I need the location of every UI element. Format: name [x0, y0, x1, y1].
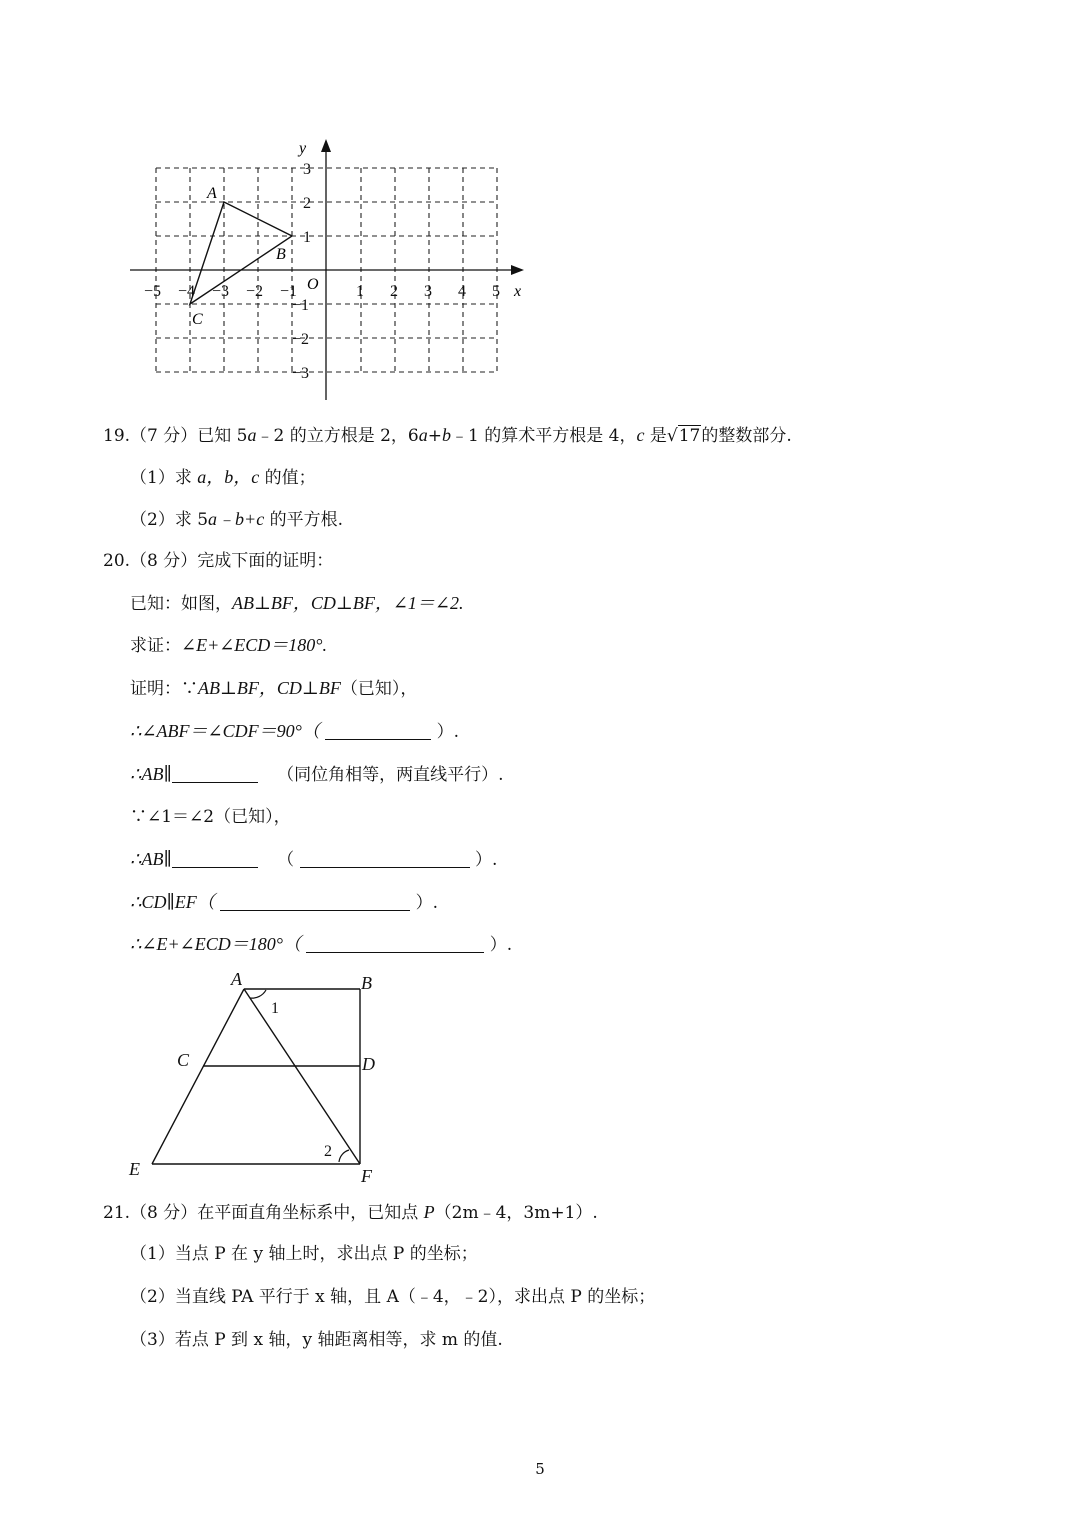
sqrt-value: 17	[678, 426, 701, 446]
q20-step1-text: ∴∠ABF＝∠CDF＝90°（	[130, 721, 320, 741]
q19-part1	[130, 466, 316, 489]
parallel-lines-figure	[120, 965, 390, 1190]
x-tick: 2	[390, 283, 398, 300]
q20-prove-label: 求证：	[130, 636, 181, 656]
q21-part2	[130, 1286, 655, 1308]
y-tick: 2	[303, 195, 311, 212]
q20-step3-text: ∵∠1＝∠2（已知），	[130, 807, 291, 827]
q20-prove	[130, 634, 327, 657]
q21-part3	[130, 1329, 503, 1351]
x-tick: −5	[144, 283, 162, 300]
x-tick: −3	[212, 283, 230, 300]
answer-blank[interactable]	[306, 936, 484, 953]
x-tick-labels	[144, 283, 500, 300]
q21-stem	[103, 1201, 598, 1224]
answer-blank[interactable]	[325, 723, 431, 740]
q20-step5	[130, 891, 438, 914]
y-tick: 3	[303, 161, 311, 178]
fig-label-a: A	[231, 969, 242, 989]
q21-point-p: P	[423, 1202, 435, 1222]
q21-part2-text: （2）当直线 PA 平行于 x 轴，且 A（﹣4，﹣2），求出点 P 的坐标；	[130, 1287, 656, 1307]
q19-stem-mid1: ﹣2 的立方根是 2，6	[256, 426, 419, 446]
q20-step4-mid: （	[277, 850, 295, 870]
y-tick: −1	[292, 297, 310, 314]
q20-step5-end: ）.	[415, 893, 438, 913]
fig-label-e: E	[129, 1159, 140, 1179]
q19-part2-prefix: （2）求 5	[130, 510, 209, 530]
origin-label: O	[307, 276, 319, 293]
q20-step5-text: ∴CD∥EF（	[130, 892, 215, 912]
answer-blank[interactable]	[172, 766, 258, 783]
x-tick: 1	[356, 283, 364, 300]
q20-step6-end: ）.	[489, 935, 513, 955]
q19-var-b: b	[442, 425, 451, 445]
x-tick: −1	[280, 283, 298, 300]
q19-stem-suffix: 的整数部分.	[701, 426, 792, 446]
q20-stem	[103, 550, 333, 572]
q20-proof-expr: AB⊥BF，CD⊥BF	[198, 678, 341, 698]
q19-part1-prefix: （1）求	[130, 468, 198, 488]
fig-angle-2: 2	[324, 1143, 332, 1160]
q21-part1-text: （1）当点 P 在 y 轴上时，求出点 P 的坐标；	[130, 1244, 478, 1264]
q19-part2-expr: a﹣b+c	[208, 509, 265, 529]
q21-part1	[130, 1243, 478, 1265]
q20-proof-start	[130, 677, 417, 700]
q19-part2	[130, 508, 343, 531]
point-a-label: A	[207, 185, 217, 202]
q20-step4	[130, 848, 497, 871]
q20-proof-reason: （已知），	[340, 679, 418, 699]
q21-part3-text: （3）若点 P 到 x 轴，y 轴距离相等，求 m 的值.	[130, 1330, 503, 1350]
y-tick: −2	[292, 331, 310, 348]
x-axis-label: x	[514, 283, 522, 300]
q20-step2	[130, 763, 504, 786]
q21-coords: （2m﹣4，3m+1）.	[434, 1203, 598, 1223]
fig-label-c: C	[177, 1050, 190, 1070]
sqrt-sign: √	[666, 426, 678, 446]
y-tick: −3	[292, 365, 310, 382]
q19-stem-prefix: 19.（7 分）已知 5	[103, 426, 248, 446]
q19-var-a2: a	[418, 425, 428, 445]
q19-stem-mid2: ﹣1 的算术平方根是 4，	[451, 426, 637, 446]
page-number: 5	[535, 1460, 545, 1478]
q20-proof-label: 证明：∵	[130, 679, 198, 699]
q20-given	[130, 592, 464, 615]
q19-part2-suffix: 的平方根.	[264, 510, 343, 530]
q20-step4-end: ）.	[474, 850, 498, 870]
x-tick: 4	[458, 283, 466, 300]
q20-step3	[130, 806, 291, 828]
y-tick: 1	[303, 229, 311, 246]
q20-step1	[130, 720, 459, 743]
q20-step6	[130, 933, 512, 956]
q20-step6-text: ∴∠E+∠ECD＝180°（	[130, 934, 301, 954]
q19-plus: +	[427, 426, 442, 446]
fig-label-f: F	[361, 1166, 372, 1186]
q20-given-expr: AB⊥BF，CD⊥BF，∠1＝∠2.	[232, 593, 464, 613]
x-tick: 5	[492, 283, 500, 300]
y-tick-labels	[292, 161, 311, 382]
fig-label-b: B	[361, 973, 372, 993]
q19-part1-vars: a，b，c	[197, 467, 260, 487]
point-c-label: C	[192, 311, 203, 328]
x-tick: −4	[178, 283, 196, 300]
q20-step4-text: ∴AB∥	[130, 849, 172, 869]
y-axis-label: y	[299, 140, 307, 157]
point-b-label: B	[276, 246, 286, 263]
q19-stem	[103, 424, 792, 447]
q19-var-a: a	[247, 425, 257, 445]
q19-var-c: c	[636, 425, 645, 445]
answer-blank[interactable]	[300, 851, 470, 868]
q20-stem-text: 20.（8 分）完成下面的证明：	[103, 551, 334, 571]
sqrt-17	[667, 425, 701, 447]
q20-prove-expr: ∠E+∠ECD＝180°.	[181, 635, 328, 655]
fig-label-d: D	[362, 1054, 375, 1074]
q19-stem-mid3: 是	[644, 426, 667, 446]
fig-angle-1: 1	[271, 1000, 279, 1017]
q20-step1-end: ）.	[436, 722, 460, 742]
x-tick: 3	[424, 283, 432, 300]
x-tick: −2	[246, 283, 264, 300]
q20-step2-reason: （同位角相等，两直线平行）.	[277, 765, 504, 785]
answer-blank[interactable]	[220, 894, 410, 911]
coordinate-grid-figure	[120, 130, 540, 410]
q21-stem-prefix: 21.（8 分）在平面直角坐标系中，已知点	[103, 1203, 424, 1223]
q19-part1-suffix: 的值；	[259, 468, 316, 488]
q20-step2-text: ∴AB∥	[130, 764, 172, 784]
answer-blank[interactable]	[172, 851, 258, 868]
q20-given-label: 已知：如图，	[130, 594, 232, 614]
